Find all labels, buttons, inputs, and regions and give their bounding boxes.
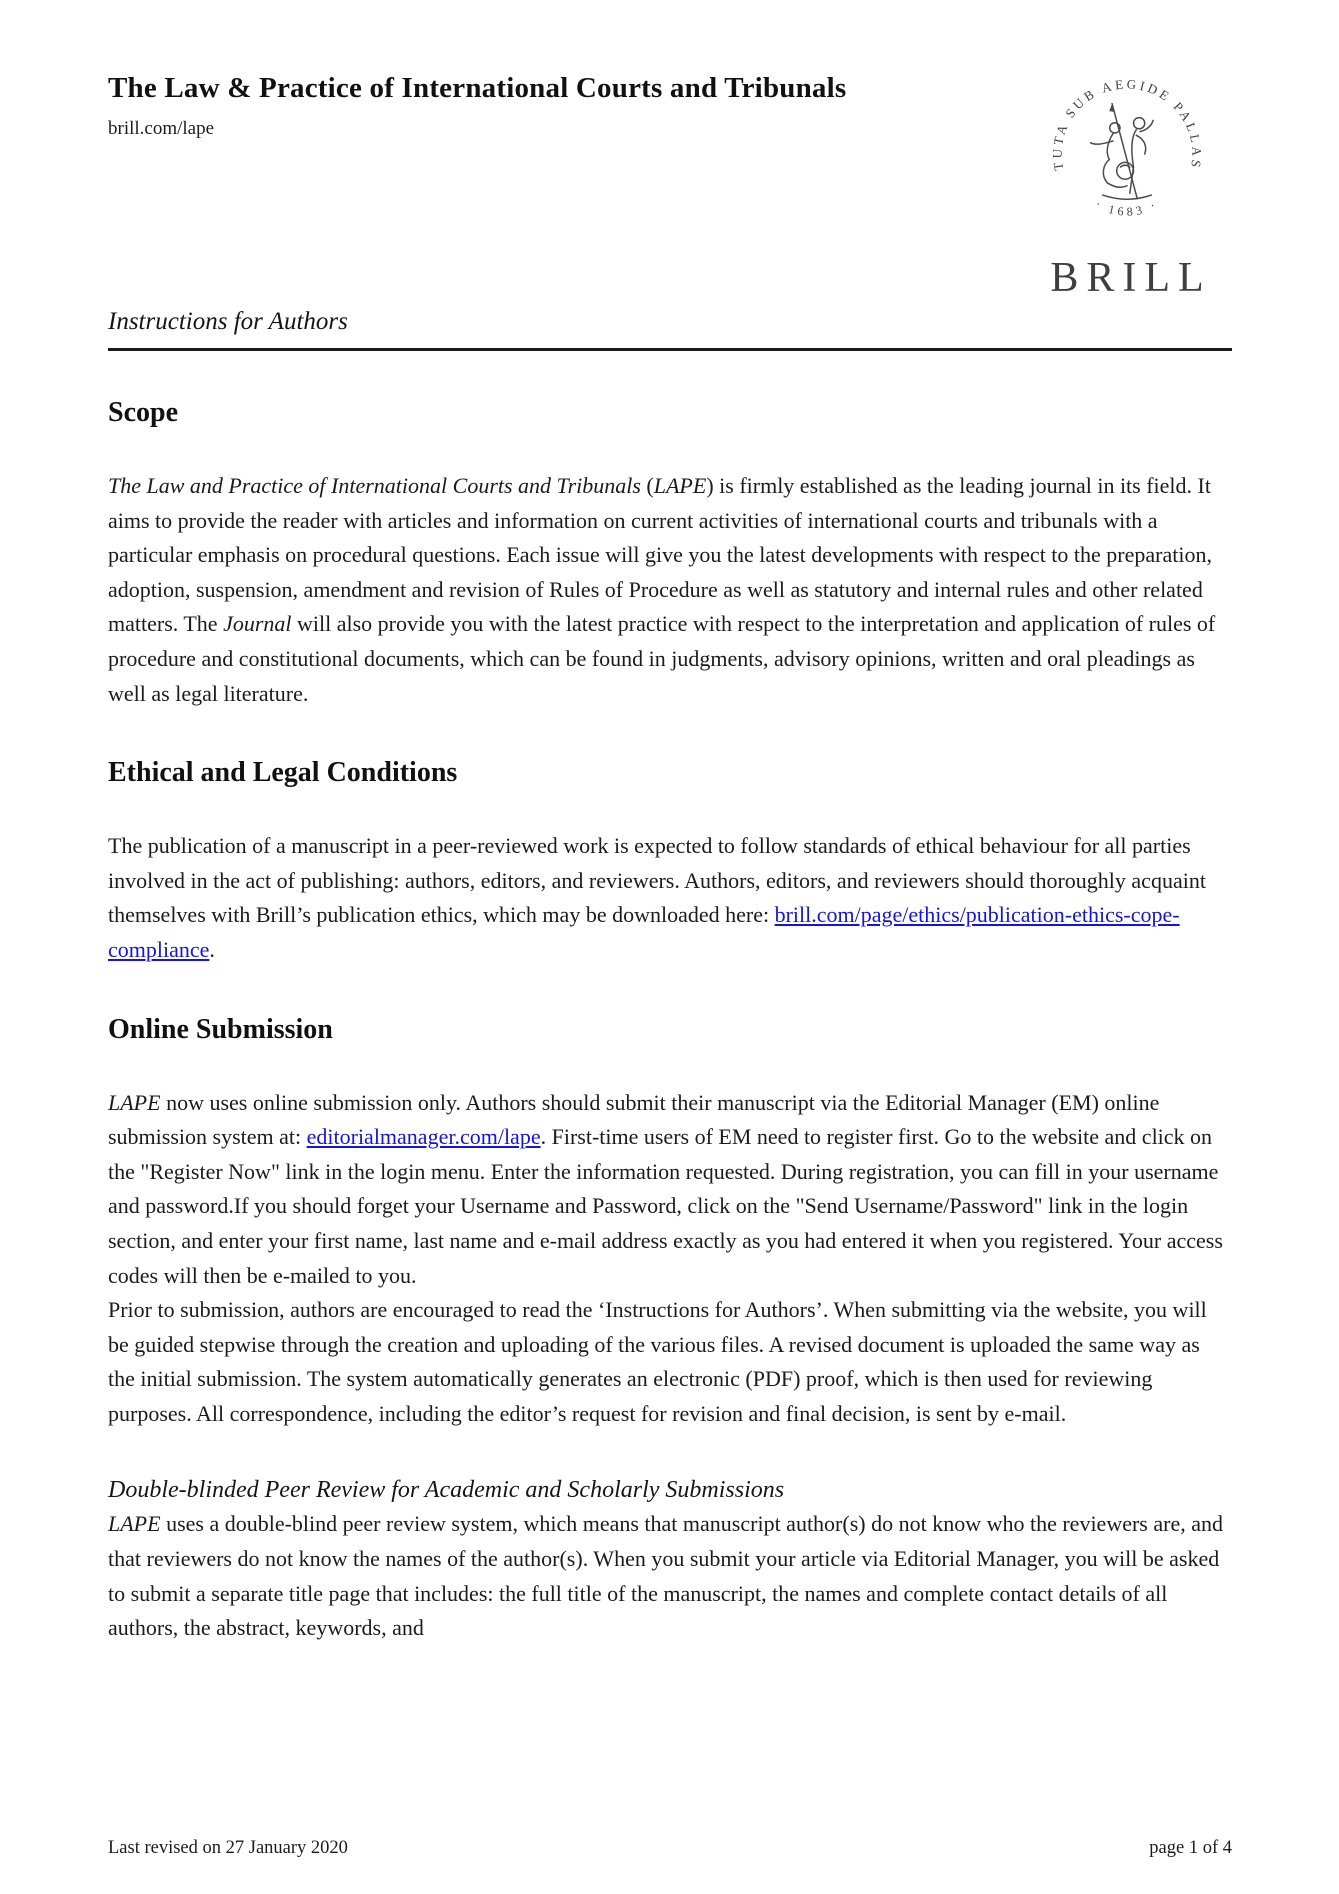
subsection-heading-peer-review: Double-blinded Peer Review for Academic and Scholarly Submissions [108,1477,785,1504]
paragraph [108,1086,1232,1294]
doc-title: Instructions for Authors [108,308,348,335]
paragraph [108,1507,1232,1645]
section-scope [108,397,1232,711]
text-run: . First-time users of EM need to register first. Go to the website and click on the "Register Now" link in the login menu. Enter the information requested. During registration, you can fill in your username and password.If you should forget your Username and Password, click on the "Send Username/Password" link in the login section, and enter your first name, last name and e-mail address exactly as you had entered it when you registered. Your access codes will then be e-mailed to you. [108,1124,1223,1288]
text-run: will also provide you with the latest practice with respect to the interpretation and application of rules of procedure and constitutional documents, which can be found in judgments, advisory opinions, written and oral pleadings as well as legal literature. [108,611,1216,706]
footer-revision-date: Last revised on 27 January 2020 [108,1838,348,1858]
emblem-year: · 1683 · [1093,196,1161,219]
emblem-figure-head [1134,118,1145,129]
text-run: ( [640,473,654,498]
text-run: uses a double-blind peer review system, which means that manuscript author(s) do not know who the reviewers are, and that reviewers do not know the names of the author(s). When you submit your article via Editorial Manager, you will be asked to submit a separate title page that includes: the full title of the manuscript, the names and complete contact details of all authors, the abstract, keywords, and [108,1511,1223,1641]
inline-link[interactable]: editorialmanager.com/lape [306,1124,541,1150]
svg-text:· 1683 · [1093,197,1161,219]
paragraph [108,469,1232,711]
italic-text: LAPE [653,473,707,498]
italic-text: The Law and Practice of International Courts and Tribunals [108,473,641,498]
section-heading-online-submission: Online Submission [108,1013,333,1045]
footer-page-number: page 1 of 4 [1149,1838,1232,1858]
inline-link[interactable]: brill.com/page/ethics/publication-ethics-cope-compliance [108,902,1180,962]
journal-title: The Law & Practice of International Courts and Tribunals [108,72,847,104]
text-run: Prior to submission, authors are encouraged to read the ‘Instructions for Authors’. When submitting via the website, you will be guided stepwise through the creation and uploading of the various files. A revised document is uploaded the same way as the initial submission. The system automatically generates an electronic (PDF) proof, which is then used for reviewing purposes. All correspondence, including the editor’s request for revision and final decision, is sent by e-mail. [108,1297,1207,1426]
italic-text: Journal [223,611,292,637]
emblem-spear [1112,104,1137,199]
header-rule [108,348,1232,351]
section-ethical-legal-conditions [108,757,1232,967]
text-run: ) is firmly established as the leading journal in its field. It aims to provide the reader with articles and information on current activities of international courts and tribunals with a particular emphasis on procedural questions. Each issue will give you the latest developments with respect to the preparation, adoption, suspension, amendment and revision of Rules of Procedure as well as statutory and internal rules and other related matters. The [108,473,1212,637]
italic-text: LAPE [108,1089,161,1115]
journal-header-block [108,56,846,140]
section-online-submission [108,1014,1232,1432]
text-run: now uses online submission only. Authors should submit their manuscript via the Editorial Manager (EM) online submission system at: [108,1089,1160,1150]
italic-text: LAPE [108,1511,161,1537]
paragraph [108,1293,1232,1431]
page-footer [108,1838,1232,1859]
paragraph [108,829,1232,967]
brill-logo [1022,70,1232,302]
brill-emblem-icon [1043,70,1211,238]
section-heading-scope: Scope [108,397,178,428]
section-double-blinded-peer-review [108,1477,1232,1645]
journal-url: brill.com/lape [108,118,215,139]
emblem-motto: TUTA SUB AEGIDE PALLAS [1049,76,1205,172]
text-run: The publication of a manuscript in a peer-reviewed work is expected to follow standards of ethical behaviour for all parties involved in the act of publishing: authors, editors, and reviewers. Authors, editors, and reviewers should thoroughly acquaint themselves with Brill’s publication ethics, which may be downloaded here: [108,833,1206,928]
section-heading-ethical: Ethical and Legal Conditions [108,757,458,789]
text-run: . [209,936,215,962]
brill-wordmark: BRILL [1050,255,1212,301]
document-header [108,56,1232,302]
